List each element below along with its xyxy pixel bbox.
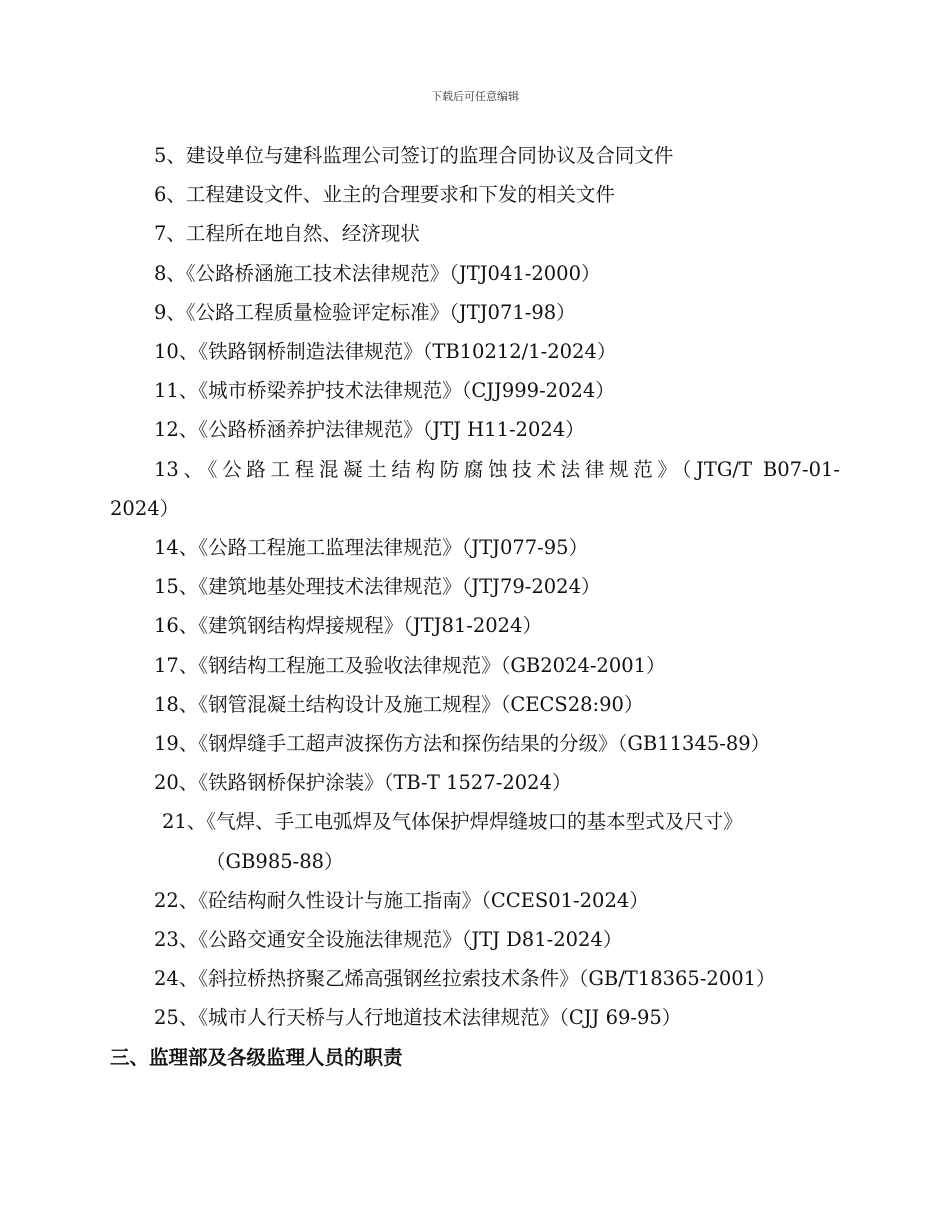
list-item: 20、《铁路钢桥保护涂装》（TB-T 1527-2024） bbox=[154, 771, 572, 795]
list-item: 12、《公路桥涵养护法律规范》（JTJ H11-2024） bbox=[154, 418, 585, 442]
list-item: 13、《公路工程混凝土结构防腐蚀技术法律规范》（JTG/T B07-01- bbox=[154, 457, 840, 481]
list-item: 19、《钢焊缝手工超声波探伤方法和探伤结果的分级》（GB11345-89） bbox=[154, 732, 771, 756]
list-item: 21、《气焊、手工电弧焊及气体保护焊焊缝坡口的基本型式及尺寸》 bbox=[162, 810, 743, 834]
list-item: 24、《斜拉桥热挤聚乙烯高强钢丝拉索技术条件》（GB/T18365-2001） bbox=[154, 967, 776, 991]
list-item-continuation: 2024） bbox=[110, 496, 180, 520]
list-item: 23、《公路交通安全设施法律规范》（JTJ D81-2024） bbox=[154, 928, 623, 952]
list-item: 18、《钢管混凝土结构设计及施工规程》（CECS28:90） bbox=[154, 692, 644, 716]
list-item: 22、《砼结构耐久性设计与施工指南》（CCES01-2024） bbox=[154, 888, 649, 912]
page-header-note: 下载后可任意编辑 bbox=[431, 90, 519, 103]
list-item: 11、《城市桥梁养护技术法律规范》（CJJ999-2024） bbox=[154, 379, 615, 403]
list-item: 16、《建筑钢结构焊接规程》（JTJ81-2024） bbox=[154, 614, 542, 638]
list-item: 7、工程所在地自然、经济现状 bbox=[154, 222, 420, 246]
list-item: 17、《钢结构工程施工及验收法律规范》（GB2024-2001） bbox=[154, 653, 666, 677]
list-item: 15、《建筑地基处理技术法律规范》（JTJ79-2024） bbox=[154, 575, 601, 599]
list-item: 9、《公路工程质量检验评定标准》（JTJ071-98） bbox=[154, 300, 576, 324]
list-item: 14、《公路工程施工监理法律规范》（JTJ077-95） bbox=[154, 536, 589, 560]
list-item: 8、《公路桥涵施工技术法律规范》（JTJ041-2000） bbox=[154, 261, 601, 285]
section-heading: 三、监理部及各级监理人员的职责 bbox=[110, 1045, 403, 1069]
list-item: 10、《铁路钢桥制造法律规范》（TB10212/1-2024） bbox=[154, 340, 617, 364]
list-item: 25、《城市人行天桥与人行地道技术法律规范》（CJJ 69-95） bbox=[154, 1006, 682, 1030]
list-item: 5、建设单位与建科监理公司签订的监理合同协议及合同文件 bbox=[154, 144, 674, 167]
list-item: 6、工程建设文件、业主的合理要求和下发的相关文件 bbox=[154, 183, 615, 207]
document-body bbox=[110, 136, 840, 1077]
list-item-continuation: （GB985-88） bbox=[206, 849, 344, 873]
